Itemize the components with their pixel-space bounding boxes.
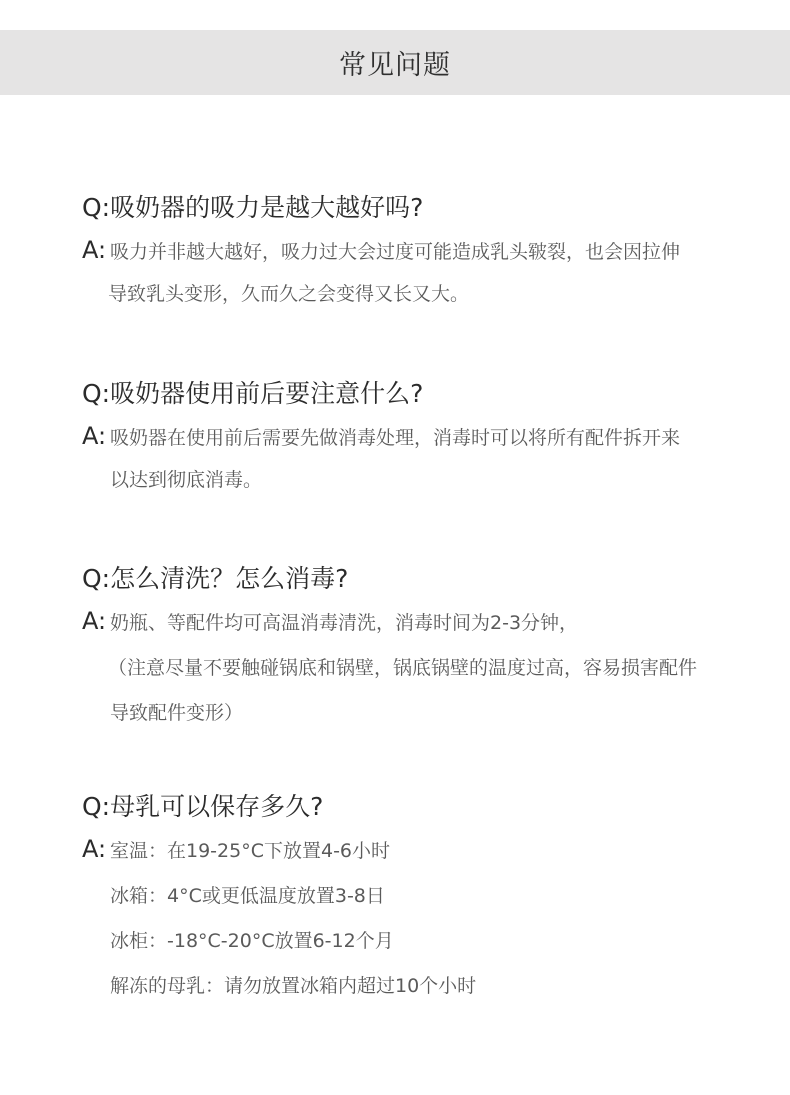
answer-line: 吸奶器在使用前后需要先做消毒处理，消毒时可以将所有配件拆开来 (110, 427, 681, 449)
answer-line: 吸力并非越大越好，吸力过大会过度可能造成乳头皲裂，也会因拉伸 (110, 241, 681, 263)
answer-line: 冰柜：-18°C-20°C放置6-12个月 (110, 930, 394, 952)
answer-line: 室温：在19-25°C下放置4-6小时 (110, 840, 391, 862)
page-title: 常见问题 (339, 50, 451, 81)
faq-item-cleaning (82, 562, 742, 730)
answer-line: （注意尽量不要触碰锅底和锅壁，锅底锅壁的温度过高，容易损害配件 (108, 657, 698, 679)
faq-answer (82, 606, 742, 730)
answer-line: 冰箱：4°C或更低温度放置3-8日 (110, 885, 385, 907)
faq-question (82, 790, 742, 824)
question-text: 母乳可以保存多久? (110, 792, 324, 821)
faq-answer (82, 834, 742, 1003)
question-text: 怎么清洗？怎么消毒? (110, 564, 349, 593)
answer-line: 导致乳头变形，久而久之会变得又长又大。 (108, 283, 470, 305)
answer-prefix: A: (82, 835, 107, 863)
question-prefix: Q: (82, 792, 111, 821)
faq-header (0, 30, 790, 95)
question-text: 吸奶器使用前后要注意什么? (110, 379, 424, 408)
faq-question (82, 191, 742, 225)
question-text: 吸奶器的吸力是越大越好吗? (110, 193, 424, 222)
answer-prefix: A: (82, 607, 107, 635)
faq-item-before-after-use (82, 377, 742, 497)
faq-item-storage (82, 790, 742, 1003)
answer-line: 解冻的母乳：请勿放置冰箱内超过10个小时 (110, 975, 477, 997)
question-prefix: Q: (82, 379, 111, 408)
answer-prefix: A: (82, 236, 107, 264)
faq-question (82, 377, 742, 411)
faq-answer (82, 421, 742, 497)
faq-question (82, 562, 742, 596)
question-prefix: Q: (82, 564, 111, 593)
faq-answer (82, 235, 742, 311)
faq-item-suction (82, 191, 742, 311)
question-prefix: Q: (82, 193, 111, 222)
answer-line: 导致配件变形） (110, 702, 244, 724)
answer-prefix: A: (82, 422, 107, 450)
answer-line: 奶瓶、等配件均可高温消毒清洗，消毒时间为2-3分钟， (110, 612, 579, 634)
answer-line: 以达到彻底消毒。 (110, 469, 263, 491)
